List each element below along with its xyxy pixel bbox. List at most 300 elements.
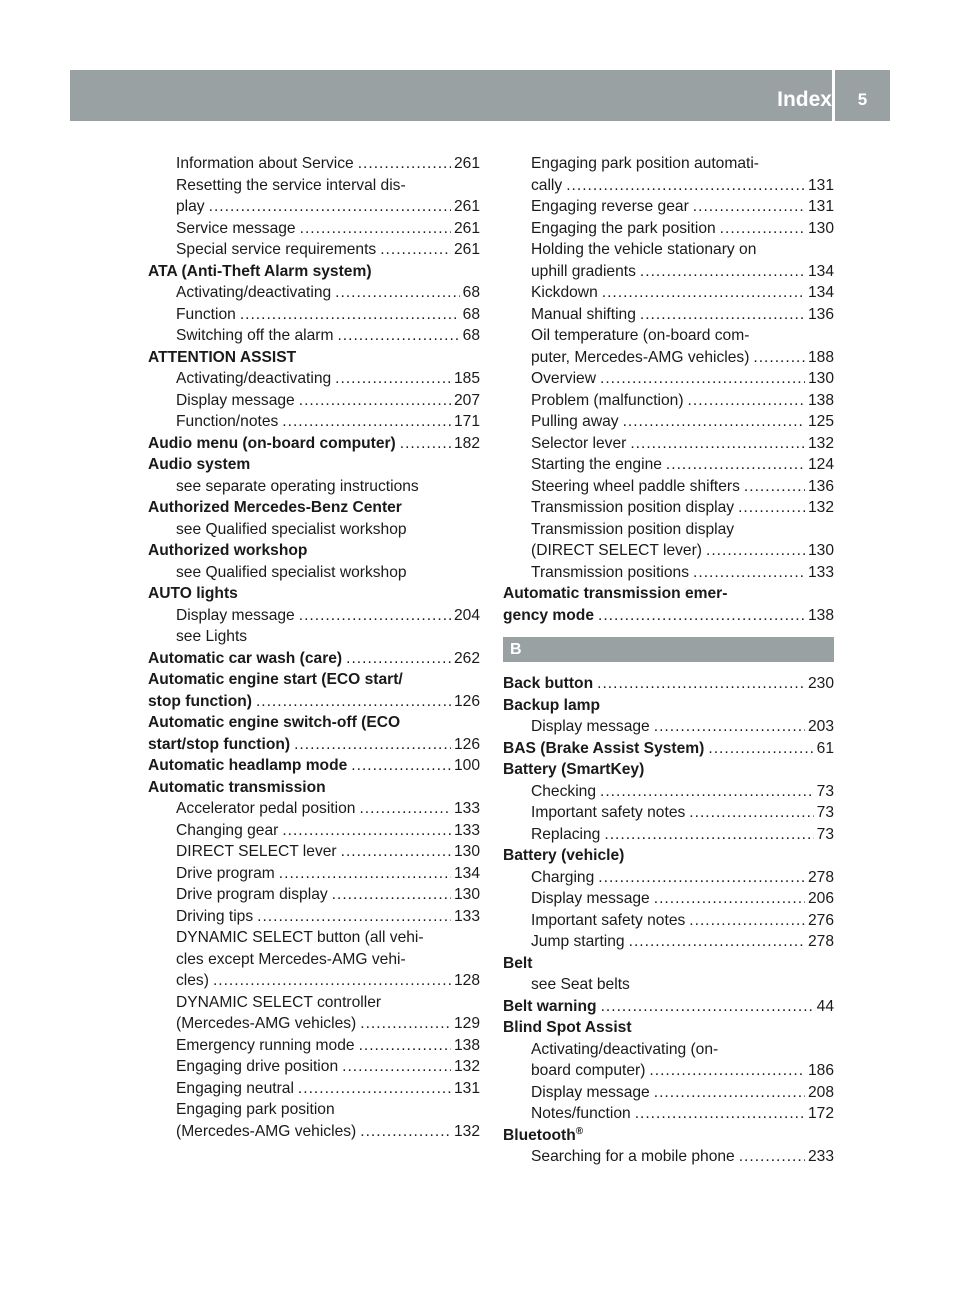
index-subentry[interactable] (148, 1013, 480, 1035)
index-subentry[interactable] (503, 368, 834, 390)
page-reference[interactable]: 131 (807, 176, 834, 194)
entry-label: see separate operating instructions (176, 477, 419, 495)
dot-leader (240, 304, 460, 326)
entry-label: ATA (Anti-Theft Alarm system) (148, 262, 372, 280)
index-subentry[interactable] (503, 347, 834, 369)
page-reference[interactable]: 61 (816, 739, 834, 757)
dot-leader (739, 1146, 805, 1168)
entry-label: Display message (531, 718, 650, 735)
index-subentry[interactable] (148, 605, 480, 627)
entry-label: uphill gradients (531, 262, 636, 280)
entry-label: Replacing (531, 825, 601, 843)
index-subentry[interactable] (148, 1078, 480, 1100)
entry-label: stop function) (148, 692, 252, 710)
entry-label: start/stop function) (148, 735, 291, 753)
index-subentry[interactable] (503, 282, 834, 304)
index-subentry[interactable] (503, 867, 834, 889)
index-entry-heading (503, 695, 834, 717)
entry-label: Automatic transmission (148, 778, 326, 796)
index-entry-heading (503, 1125, 834, 1147)
entry-label: Important safety notes (531, 804, 686, 821)
index-subentry[interactable] (503, 716, 834, 738)
page-reference[interactable]: 278 (807, 868, 834, 886)
index-subentry[interactable] (148, 1121, 480, 1143)
entry-label: Battery (SmartKey) (503, 761, 645, 778)
page-reference[interactable]: 133 (453, 907, 480, 925)
dot-leader (598, 605, 805, 627)
index-entry-heading (148, 261, 480, 283)
page-reference[interactable]: 68 (462, 305, 480, 323)
index-subentry[interactable] (503, 476, 834, 498)
index-column-left (148, 153, 480, 1142)
entry-label: Function/notes (176, 413, 279, 430)
index-subentry[interactable] (503, 433, 834, 455)
index-subentry[interactable] (503, 931, 834, 953)
entry-label: Blind Spot Assist (503, 1019, 632, 1036)
page-reference[interactable]: 136 (807, 477, 834, 495)
page-reference[interactable]: 73 (816, 804, 834, 821)
index-subentry-text (503, 1039, 834, 1061)
page-reference[interactable]: 73 (816, 782, 834, 800)
page-reference[interactable]: 233 (807, 1148, 834, 1165)
entry-label: Steering wheel paddle shifters (531, 477, 740, 495)
index-subentry[interactable] (148, 906, 480, 928)
dot-leader (335, 368, 451, 390)
dot-leader (360, 1013, 451, 1035)
page-reference[interactable]: 68 (462, 327, 480, 344)
page-reference[interactable]: 129 (453, 1015, 480, 1032)
page-reference[interactable]: 278 (807, 933, 834, 950)
dot-leader (332, 884, 451, 906)
entry-label: Selector lever (531, 434, 627, 452)
dot-leader (623, 411, 805, 433)
dot-leader (346, 648, 451, 670)
page-reference[interactable]: 172 (807, 1105, 834, 1122)
index-subentry[interactable] (503, 411, 834, 433)
page-reference[interactable]: 126 (453, 735, 480, 753)
dot-leader (300, 218, 451, 240)
index-subentry[interactable] (503, 802, 834, 824)
entry-label: Driving tips (176, 907, 254, 925)
dot-leader (598, 867, 805, 889)
index-subentry[interactable] (503, 540, 834, 562)
entry-label: Activating/deactivating (176, 370, 332, 387)
dot-leader (257, 906, 451, 928)
dot-leader (360, 1121, 451, 1143)
dot-leader (342, 1056, 451, 1078)
dot-leader (688, 390, 805, 412)
dot-leader (601, 996, 814, 1018)
dot-leader (209, 196, 451, 218)
entry-label: (Mercedes-AMG vehicles) (176, 1015, 357, 1032)
dot-leader (720, 218, 805, 240)
index-subentry[interactable] (148, 1035, 480, 1057)
page-reference[interactable]: 131 (807, 198, 834, 215)
page-reference[interactable]: 133 (807, 563, 834, 581)
index-subentry[interactable] (503, 497, 834, 519)
page-reference[interactable]: 261 (453, 155, 480, 172)
index-entry[interactable] (148, 648, 480, 670)
section-letter-header: B (503, 637, 834, 662)
entry-label: see Qualified specialist workshop (176, 520, 407, 538)
index-subentry[interactable] (148, 411, 480, 433)
dot-leader (630, 433, 805, 455)
index-subentry[interactable] (148, 970, 480, 992)
index-subentry[interactable] (148, 368, 480, 390)
dot-leader (635, 1103, 805, 1125)
index-subentry[interactable] (503, 196, 834, 218)
entry-label: Service message (176, 219, 296, 237)
page-reference[interactable]: 261 (453, 219, 480, 237)
dot-leader (666, 454, 805, 476)
dot-leader (400, 433, 451, 455)
index-subentry-text (503, 239, 834, 261)
index-subentry[interactable] (503, 781, 834, 803)
entry-label: Special service requirements (176, 241, 377, 258)
index-entry-heading (503, 759, 834, 781)
dot-leader (744, 476, 805, 498)
index-subentry[interactable] (148, 1056, 480, 1078)
index-subentry-text (503, 519, 834, 541)
page-reference[interactable]: 138 (453, 1036, 480, 1054)
entry-label: Belt (503, 954, 533, 972)
page-reference[interactable]: 128 (453, 972, 480, 989)
entry-label: Searching for a mobile phone (531, 1148, 735, 1165)
index-subentry-text (503, 974, 834, 996)
entry-label: (Mercedes-AMG vehicles) (176, 1122, 357, 1140)
index-subentry[interactable] (503, 304, 834, 326)
entry-label: Emergency running mode (176, 1036, 355, 1054)
entry-label: Belt warning (503, 997, 597, 1015)
entry-label: Changing gear (176, 821, 279, 839)
entry-label: Engaging drive position (176, 1058, 339, 1075)
index-entry-heading (148, 712, 480, 734)
page-reference[interactable]: 261 (453, 198, 480, 215)
page-reference[interactable]: 44 (816, 997, 834, 1015)
entry-label: Backup lamp (503, 696, 601, 714)
dot-leader (693, 562, 805, 584)
page-reference[interactable]: 207 (453, 391, 480, 409)
page-reference[interactable]: 204 (453, 606, 480, 624)
page-reference[interactable]: 138 (807, 391, 834, 409)
entry-label: cles except Mercedes-AMG vehi- (176, 950, 406, 968)
index-subentry[interactable] (503, 824, 834, 846)
index-entry-heading (503, 953, 834, 975)
entry-label: Starting the engine (531, 456, 662, 473)
index-entry-heading (503, 1017, 834, 1039)
index-subentry[interactable] (148, 325, 480, 347)
dot-leader (341, 841, 451, 863)
dot-leader (335, 282, 459, 304)
page-reference[interactable]: 208 (807, 1083, 834, 1101)
index-subentry[interactable] (503, 1146, 834, 1168)
index-entry[interactable] (503, 605, 834, 627)
index-subentry[interactable] (148, 196, 480, 218)
dot-leader (689, 910, 805, 932)
entry-label: Pulling away (531, 413, 619, 430)
page-reference[interactable]: 261 (453, 241, 480, 258)
dot-leader (359, 1035, 451, 1057)
dot-leader (640, 304, 805, 326)
page-reference[interactable]: 171 (453, 413, 480, 430)
dot-leader (597, 673, 805, 695)
entry-label: (DIRECT SELECT lever) (531, 542, 702, 559)
page-reference[interactable]: 130 (807, 219, 834, 237)
index-subentry[interactable] (503, 261, 834, 283)
index-entry-heading (503, 583, 834, 605)
page-reference[interactable]: 230 (807, 675, 834, 692)
entry-label: DYNAMIC SELECT button (all vehi- (176, 929, 424, 946)
dot-leader (566, 175, 805, 197)
dot-leader (629, 931, 805, 953)
registered-mark: ® (575, 1125, 584, 1137)
entry-label: Manual shifting (531, 305, 636, 323)
page-reference[interactable]: 130 (453, 886, 480, 903)
entry-label: Display message (531, 890, 650, 907)
page-reference[interactable]: 130 (453, 843, 480, 860)
dot-leader (298, 1078, 451, 1100)
page-reference[interactable]: 262 (453, 649, 480, 667)
entry-label: Jump starting (531, 933, 625, 950)
entry-label: Authorized workshop (148, 542, 308, 559)
entry-label: Engaging the park position (531, 219, 716, 237)
entry-label: Oil temperature (on-board com- (531, 327, 750, 344)
entry-label: Information about Service (176, 155, 354, 172)
entry-label: Kickdown (531, 284, 598, 301)
index-subentry[interactable] (503, 454, 834, 476)
entry-label: Transmission position display (531, 520, 735, 538)
index-subentry[interactable] (148, 218, 480, 240)
dot-leader (359, 798, 451, 820)
index-subentry[interactable] (503, 175, 834, 197)
entry-label: see Lights (176, 628, 248, 645)
index-subentry[interactable] (148, 282, 480, 304)
dot-leader (708, 738, 813, 760)
dot-leader (706, 540, 805, 562)
entry-label: Activating/deactivating (176, 284, 332, 301)
entry-label: DIRECT SELECT lever (176, 843, 337, 860)
dot-leader (604, 824, 813, 846)
index-entry-heading (148, 669, 480, 691)
entry-label: Important safety notes (531, 911, 686, 929)
page-reference[interactable]: 134 (453, 864, 480, 882)
entry-label: Switching off the alarm (176, 327, 334, 344)
entry-label: play (176, 198, 205, 215)
page-reference[interactable]: 276 (807, 911, 834, 929)
entry-label: ATTENTION ASSIST (148, 348, 297, 366)
entry-label: Holding the vehicle stationary on (531, 241, 757, 258)
entry-label: cles) (176, 972, 209, 989)
index-subentry-text (148, 1099, 480, 1121)
entry-label: Notes/function (531, 1105, 631, 1122)
entry-label: Activating/deactivating (on- (531, 1040, 719, 1058)
index-column-right (503, 153, 834, 1168)
entry-label: cally (531, 176, 563, 194)
entry-label: Overview (531, 370, 596, 387)
page-reference[interactable]: 134 (807, 262, 834, 280)
index-entry[interactable] (148, 755, 480, 777)
entry-label: Engaging park position (176, 1101, 335, 1118)
entry-label: puter, Mercedes-AMG vehicles) (531, 348, 750, 366)
index-subentry[interactable] (148, 841, 480, 863)
index-subentry[interactable] (148, 863, 480, 885)
page-reference[interactable]: 132 (807, 499, 834, 516)
page-reference[interactable]: 185 (453, 370, 480, 387)
dot-leader (640, 261, 805, 283)
entry-label: Authorized Mercedes-Benz Center (148, 499, 402, 516)
page-reference[interactable]: 133 (453, 800, 480, 817)
index-entry-heading (148, 347, 480, 369)
dot-leader (654, 888, 805, 910)
index-subentry[interactable] (148, 798, 480, 820)
entry-label: Charging (531, 868, 595, 886)
dot-leader (351, 755, 451, 777)
entry-label: see Seat belts (531, 976, 630, 993)
entry-label: Function (176, 305, 236, 323)
dot-leader (738, 497, 805, 519)
page-reference[interactable]: 188 (807, 348, 834, 366)
index-entry[interactable] (503, 738, 834, 760)
index-entry-heading (148, 583, 480, 605)
index-subentry[interactable] (148, 390, 480, 412)
entry-label: Engaging reverse gear (531, 198, 689, 215)
index-subentry[interactable] (503, 1103, 834, 1125)
entry-label: Back button (503, 675, 594, 692)
dot-leader (256, 691, 451, 713)
index-entry[interactable] (503, 996, 834, 1018)
dot-leader (654, 1082, 805, 1104)
index-subentry-text (148, 519, 480, 541)
entry-label: Display message (176, 391, 295, 409)
entry-label: Problem (malfunction) (531, 391, 684, 409)
index-subentry-text (148, 476, 480, 498)
index-title: Index (777, 88, 832, 111)
index-header-bar (70, 70, 890, 121)
index-entry[interactable] (503, 673, 834, 695)
entry-label: Accelerator pedal position (176, 800, 356, 817)
dot-leader (358, 153, 451, 175)
index-subentry[interactable] (503, 1082, 834, 1104)
dot-leader (753, 347, 805, 369)
index-subentry[interactable] (148, 304, 480, 326)
dot-leader (299, 390, 451, 412)
index-subentry-text (503, 325, 834, 347)
entry-label: BAS (Brake Assist System) (503, 739, 705, 757)
index-subentry[interactable] (148, 239, 480, 261)
page-reference[interactable]: 138 (807, 606, 834, 624)
page-number: 5 (857, 90, 868, 109)
entry-label: Engaging park position automati- (531, 155, 759, 172)
index-subentry[interactable] (148, 153, 480, 175)
page-reference[interactable]: 100 (453, 757, 480, 774)
entry-label: Automatic car wash (care) (148, 649, 343, 667)
page-reference[interactable]: 126 (453, 692, 480, 710)
index-subentry[interactable] (503, 1060, 834, 1082)
page-reference[interactable]: 73 (816, 825, 834, 843)
page-reference[interactable]: 182 (453, 434, 480, 452)
dot-leader (299, 605, 451, 627)
entry-label: Display message (176, 606, 295, 624)
entry-label: Resetting the service interval dis- (176, 176, 406, 194)
page-reference[interactable]: 132 (807, 434, 834, 452)
dot-leader (282, 820, 451, 842)
index-subentry[interactable] (503, 390, 834, 412)
index-subentry[interactable] (503, 910, 834, 932)
entry-label: Audio menu (on-board computer) (148, 434, 396, 452)
dot-leader (693, 196, 805, 218)
page-reference[interactable]: 186 (807, 1062, 834, 1079)
index-entry[interactable] (148, 691, 480, 713)
page-reference[interactable]: 131 (453, 1079, 480, 1097)
index-subentry-text (503, 153, 834, 175)
index-entry[interactable] (148, 433, 480, 455)
dot-leader (337, 325, 459, 347)
index-subentry-text (148, 562, 480, 584)
index-subentry-text (148, 992, 480, 1014)
dot-leader (649, 1060, 805, 1082)
entry-label: Automatic transmission emer- (503, 585, 728, 602)
entry-label: Automatic engine start (ECO start/ (148, 671, 403, 688)
page-reference[interactable]: 136 (807, 305, 834, 323)
page-reference[interactable]: 133 (453, 821, 480, 839)
index-subentry[interactable] (503, 218, 834, 240)
page-reference[interactable]: 134 (807, 284, 834, 301)
index-entry-heading (148, 777, 480, 799)
entry-label: Audio system (148, 456, 251, 473)
page-reference[interactable]: 68 (462, 284, 480, 301)
dot-leader (282, 411, 451, 433)
dot-leader (689, 802, 813, 824)
entry-label: Transmission positions (531, 563, 690, 581)
index-subentry-text (148, 626, 480, 648)
index-entry-heading (148, 497, 480, 519)
index-subentry[interactable] (148, 820, 480, 842)
dot-leader (654, 716, 805, 738)
index-subentry-text (148, 927, 480, 949)
entry-label: Automatic engine switch-off (ECO (148, 714, 401, 731)
index-subentry[interactable] (148, 884, 480, 906)
entry-label: gency mode (503, 606, 594, 624)
entry-label: DYNAMIC SELECT controller (176, 993, 382, 1011)
entry-label: Drive program (176, 864, 275, 882)
page-reference[interactable]: 130 (807, 542, 834, 559)
dot-leader (213, 970, 451, 992)
entry-label: Battery (vehicle) (503, 847, 625, 864)
index-entry-heading (148, 454, 480, 476)
index-subentry[interactable] (503, 888, 834, 910)
index-entry[interactable] (148, 734, 480, 756)
entry-label: AUTO lights (148, 585, 238, 602)
entry-label: Display message (531, 1083, 650, 1101)
dot-leader (600, 781, 814, 803)
entry-label: see Qualified specialist workshop (176, 563, 407, 581)
page-reference[interactable]: 132 (453, 1058, 480, 1075)
page-reference[interactable]: 124 (807, 456, 834, 473)
entry-label: Checking (531, 782, 597, 800)
index-entry-heading (148, 540, 480, 562)
index-subentry[interactable] (503, 562, 834, 584)
entry-label: board computer) (531, 1062, 646, 1079)
page-reference[interactable]: 203 (807, 718, 834, 735)
page-reference[interactable]: 130 (807, 370, 834, 387)
page-reference[interactable]: 206 (807, 890, 834, 907)
page-reference[interactable]: 125 (807, 413, 834, 430)
index-subentry-text (148, 175, 480, 197)
dot-leader (602, 282, 805, 304)
dot-leader (380, 239, 451, 261)
page-reference[interactable]: 132 (453, 1122, 480, 1140)
index-entry-heading (503, 845, 834, 867)
